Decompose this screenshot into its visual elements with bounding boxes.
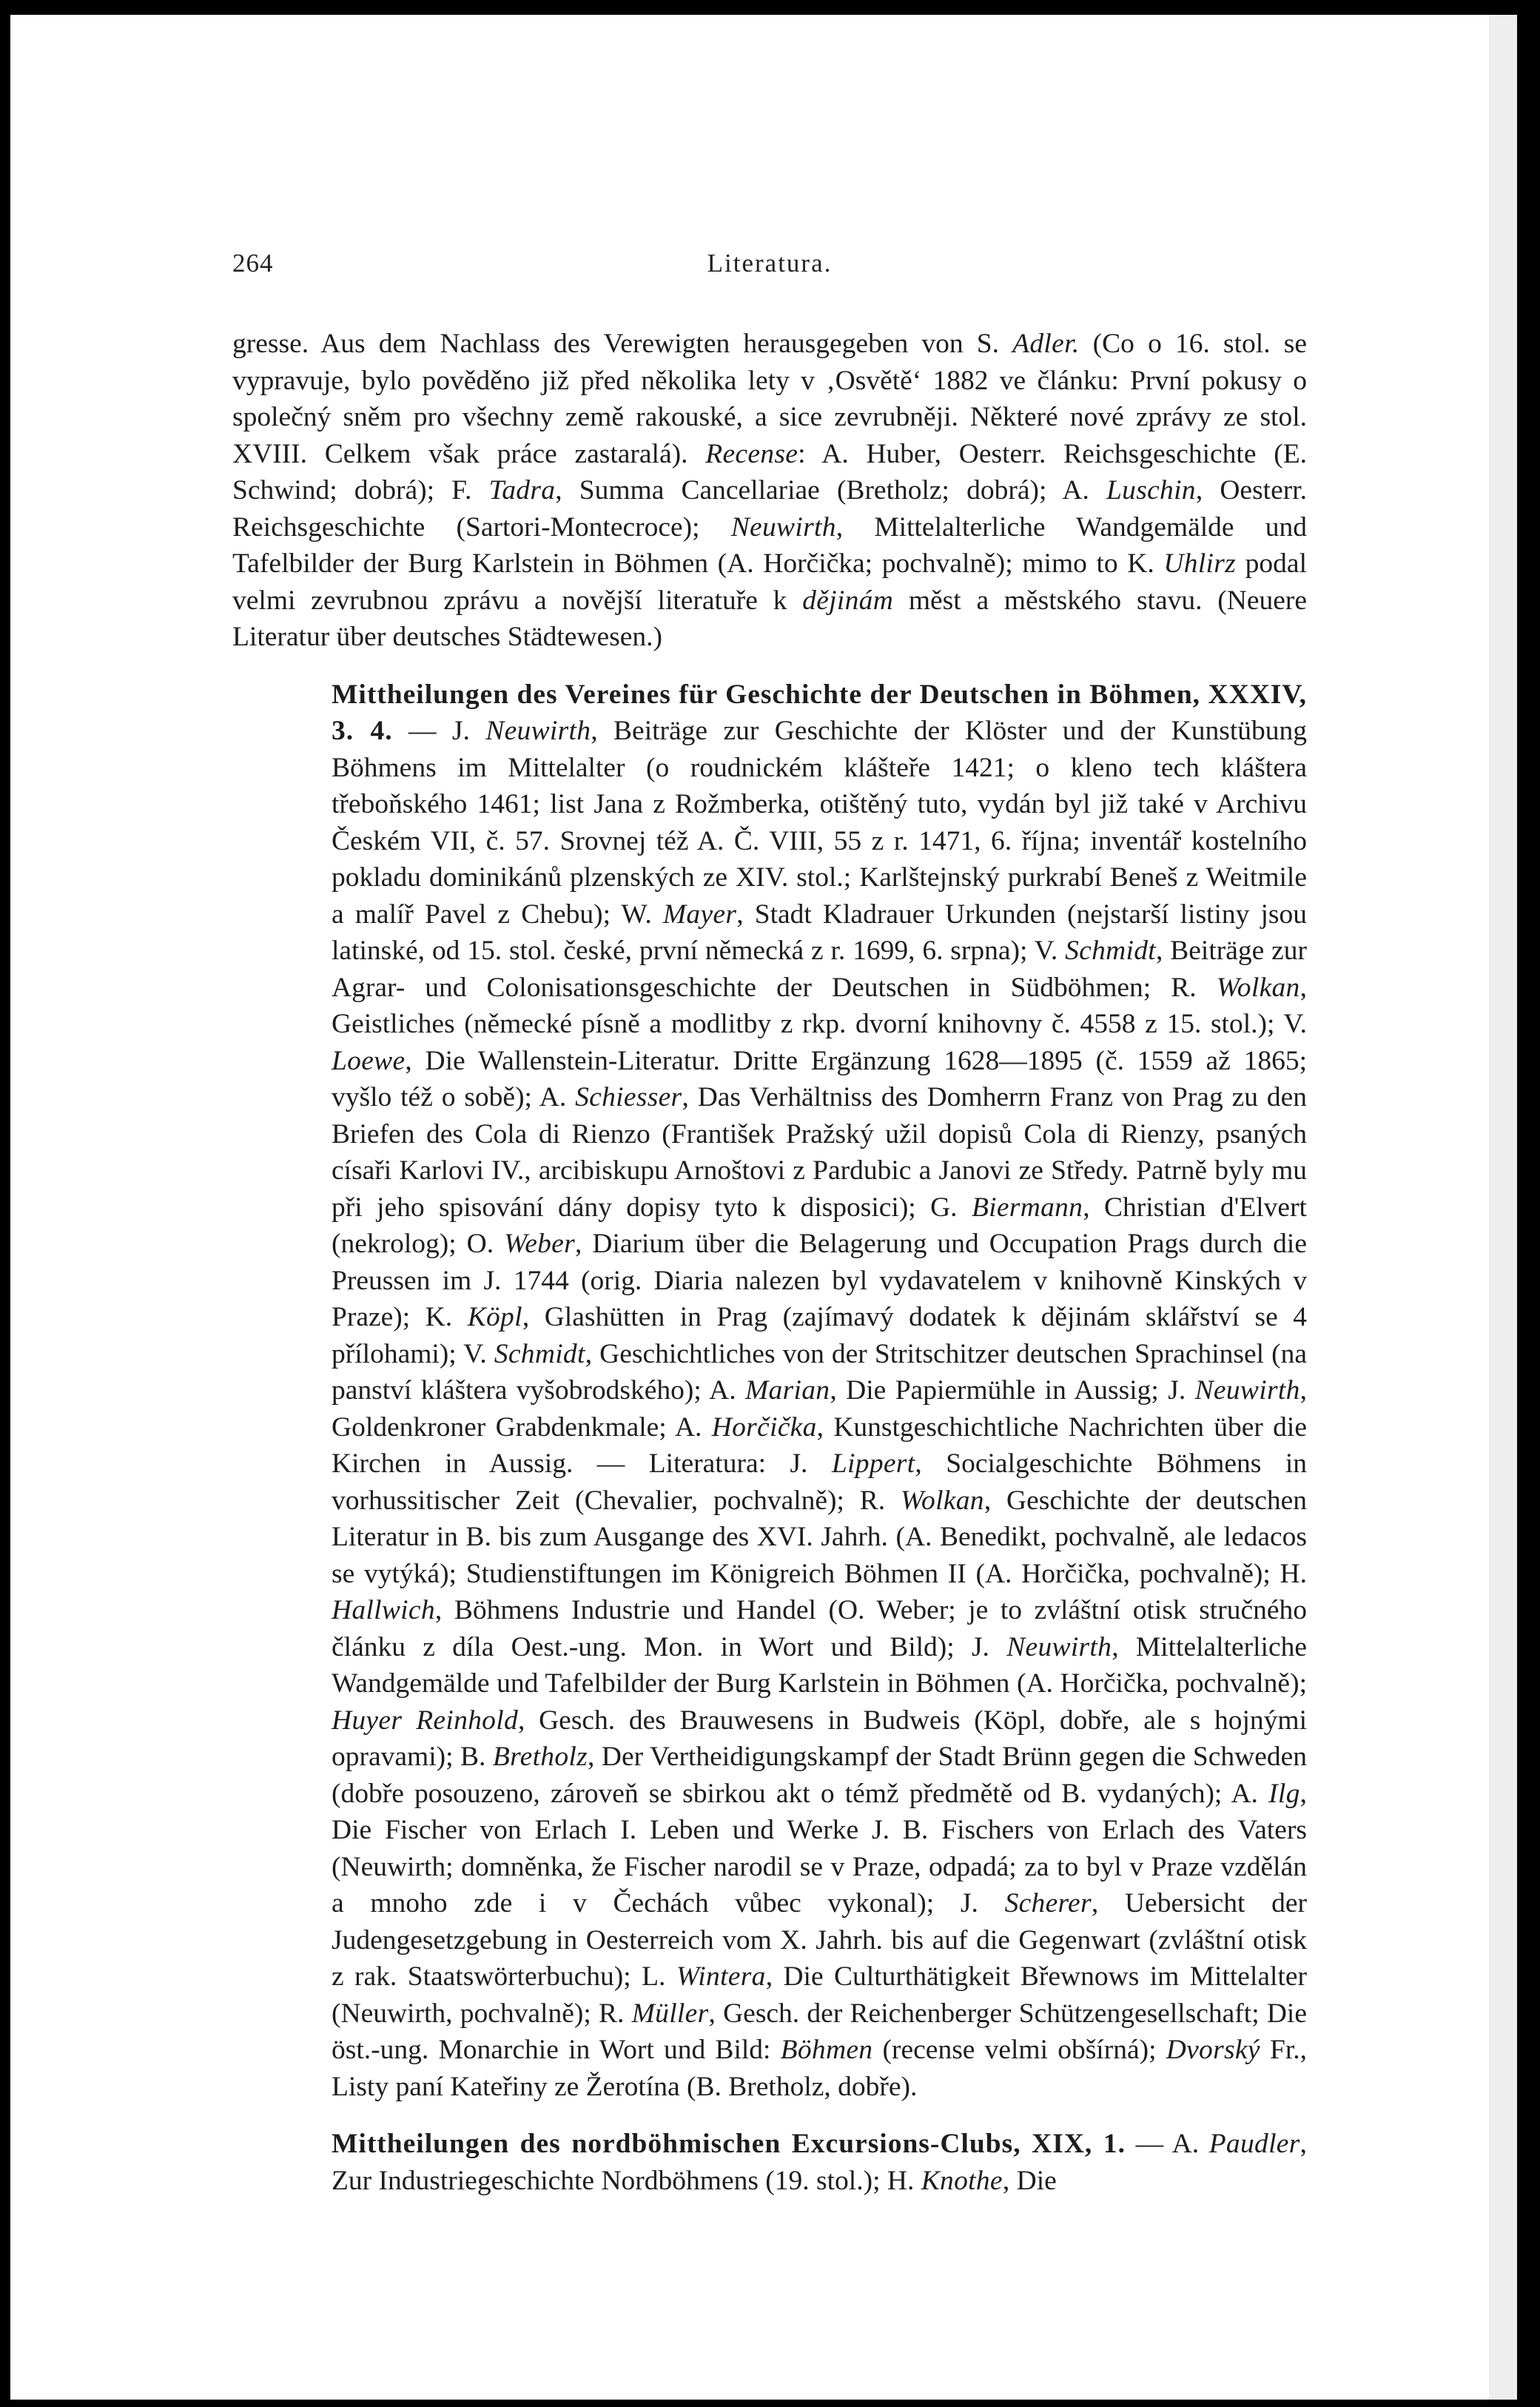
- journal-heading: Mittheilungen des Vereines für Geschichte der Deutschen in Böhmen, XXXIV, 3. 4.: [332, 679, 1307, 746]
- text-run: , Geschichte der deutschen Literatur in B. bis zum Ausgange des XVI. Jahrh. (A. Benedikt, pochvalně, ale ledacos se vytýká); Studienstiftungen im Königreich Böhmen II (A. Horčička, pochvalně); H.: [332, 1485, 1308, 1589]
- author-name: Neuwirth: [1006, 1631, 1112, 1662]
- text-run: , Die Fischer von Erlach I. Leben und Werke J. B. Fischers von Erlach des Vaters (Neuwirth; domněnka, že Fischer narodil se v Praze, odpadá; za to byl v Praze vzdělán a mnoho zde i v Čechách vůbec vykonal); J.: [332, 1778, 1307, 1918]
- author-name: Loewe: [332, 1045, 406, 1076]
- text-run: , Beiträge zur Agrar- und Colonisationsgeschichte der Deutschen in Südböhmen; R.: [332, 936, 1307, 1003]
- author-name: Paudler: [1208, 2129, 1300, 2159]
- text-run: , Mittelalterliche Wandgemälde und Tafelbilder der Burg Karlstein in Böhmen (A. Horčička, pochvalně);: [332, 1631, 1307, 1699]
- text-run: , Socialgeschichte Böhmens in vorhussitischer Zeit (Chevalier, pochvalně); R.: [332, 1448, 1307, 1516]
- text-run: , Oesterr. Reichsgeschichte (Sartori-Montecroce);: [232, 475, 1308, 543]
- journal-heading: Mittheilungen des nordböhmischen Excursions-Clubs, XIX, 1.: [332, 2129, 1126, 2159]
- author-name: Marian: [745, 1375, 830, 1406]
- text-run: , Gesch. des Brauwesens in Budweis (Köpl, dobře, ale s hojnými opravami); B.: [332, 1705, 1308, 1772]
- author-name: Horčička: [711, 1411, 817, 1443]
- text-run: , Zur Industriegeschichte Nordböhmens (19. stol.); H.: [332, 2129, 1308, 2196]
- italic-title: Böhmen: [780, 2035, 873, 2065]
- text-run: , Diarium über die Belagerung und Occupation Prags durch die Preussen im J. 1744 (orig. Diaria nalezen byl vydavatelem v knihovně Kinských v Praze); K.: [332, 1229, 1307, 1332]
- text-run: , Summa Cancellariae (Bretholz; dobrá); A.: [555, 475, 1106, 506]
- text-run: (recense velmi obšírná);: [872, 2035, 1166, 2065]
- page-number: 264: [232, 249, 274, 278]
- author-name: Schmidt: [1065, 936, 1157, 966]
- author-name: Uhlirz: [1163, 548, 1237, 579]
- scan-border: [1489, 15, 1517, 2400]
- text-run: — J.: [392, 716, 486, 746]
- text-run: , Geschichtliches von der Stritschitzer deutschen Sprachinsel (na panství kláštera vyšobrodského); A.: [332, 1338, 1307, 1406]
- author-name: Schmidt: [494, 1338, 585, 1369]
- text-run: , Die Wallenstein-Literatur. Dritte Ergänzung 1628—1895 (č. 1559 až 1865; vyšlo též o sobě); A.: [332, 1045, 1307, 1112]
- text-run: , Christian d'Elvert (nekrolog); O.: [332, 1192, 1307, 1259]
- author-name: Wintera: [676, 1961, 766, 1992]
- italic-word: dějinám: [802, 585, 894, 616]
- text-run: , Glashütten in Prag (zajímavý dodatek k dějinám sklářství se 4 přílohami); V.: [332, 1302, 1308, 1369]
- author-name: Dvorský: [1166, 2035, 1260, 2065]
- text-run: , Beiträge zur Geschichte der Klöster und der Kunstübung Böhmens im Mittelalter (o roudnickém klášteře 1421; o kleno tech kláštera třeboňského 1461; list Jana z Rožmberka, otištěný tuto, vydán byl již také v Archivu Českém VII, č. 57. Srovnej též A. Č. VIII, 55 z r. 1471, 6. října; inventář kostelního pokladu dominikánů plzenských ze XIV. stol.; Karlštejnský purkrabí Beneš z Weitmile a malíř Pavel z Chebu); W.: [332, 716, 1308, 930]
- author-name: Schiesser: [575, 1082, 682, 1112]
- author-name: Hallwich: [332, 1595, 435, 1625]
- text-run: , Mittelalterliche Wandgemälde und Tafelbilder der Burg Karlstein in Böhmen (A. Horčička; pochvalně); mimo to K.: [232, 511, 1308, 579]
- text-run: , Die Culturthätigkeit Břewnows im Mittelalter (Neuwirth, pochvalně); R.: [332, 1961, 1307, 2029]
- author-name: Knothe: [921, 2165, 1003, 2196]
- page-header: [232, 249, 1307, 281]
- author-name: Ilg: [1268, 1778, 1300, 1809]
- text-run: , Böhmens Industrie und Handel (O. Weber; je to zvláštní otisk stručného článku z díla Oest.-ung. Mon. in Wort und Bild); J.: [332, 1595, 1307, 1662]
- author-name: Lippert: [831, 1448, 915, 1479]
- text-run: , Goldenkroner Grabdenkmale; A.: [332, 1375, 1307, 1443]
- author-name: Neuwirth: [485, 716, 591, 746]
- text-run: , Der Vertheidigungskampf der Stadt Brünn gegen die Schweden (dobře posouzeno, zároveň se sbirkou akt o témž předmětě od B. vydaných); A.: [332, 1742, 1307, 1809]
- recense-label: Recense: [705, 438, 798, 469]
- author-name: Tadra: [488, 475, 556, 506]
- author-name: Bretholz: [492, 1742, 588, 1772]
- author-name: Neuwirth: [1194, 1375, 1300, 1406]
- text-run: , Die: [1002, 2165, 1057, 2196]
- text-run: : A. Huber, Oesterr. Reichsgeschichte (E. Schwind; dobrá); F.: [232, 438, 1307, 506]
- page-sheet: [10, 15, 1489, 2400]
- author-name: Scherer: [1004, 1888, 1092, 1918]
- author-name: Mayer: [662, 899, 737, 930]
- text-run: , Das Verhältniss des Domherrn Franz von Prag zu den Briefen des Cola di Rienzo (František Pražský užil dopisů Cola di Rienzy, psaných císaři Karlovi IV., arcibiskupu Arnoštovi z Pardubic a Janovi ze Středy. Patrně byly mu při jeho spisování dány dopisy tyto k disposici); G.: [332, 1082, 1307, 1223]
- paragraph-mittheilungen-vereines: [232, 677, 1307, 2106]
- author-name: Weber: [504, 1229, 576, 1259]
- text-run: , Die Papiermühle in Aussig; J.: [830, 1375, 1195, 1406]
- text-run: , Geistliches (německé písně a modlitby z rkp. dvorní knihovny č. 4558 z 15. stol.); V.: [332, 972, 1307, 1039]
- text-run: , Kunstgeschichtliche Nachrichten über die Kirchen in Aussig. — Literatura: J.: [332, 1411, 1307, 1479]
- author-name: Müller: [631, 1998, 709, 2029]
- text-run: podal velmi zevrubnou zprávu a novější literatuře k: [232, 548, 1307, 616]
- text-run: gresse. Aus dem Nachlass des Verewigten herausgegeben von S.: [232, 329, 1013, 359]
- author-name: Biermann: [971, 1192, 1083, 1223]
- paragraph-continuation: [232, 326, 1307, 656]
- text-run: Fr., Listy paní Kateřiny ze Žerotína (B. Bretholz, dobře).: [332, 2035, 1307, 2102]
- author-name: Köpl: [467, 1302, 522, 1332]
- author-name: Wolkan: [900, 1485, 984, 1516]
- text-run: — A.: [1126, 2129, 1209, 2159]
- text-run: měst a městského stavu. (Neuere Literatur über deutsches Städtewesen.): [232, 585, 1307, 652]
- paragraph-mittheilungen-excursions: [232, 2126, 1307, 2199]
- author-name: Huyer Reinhold: [332, 1705, 519, 1736]
- text-run: , Gesch. der Reichenberger Schützengesellschaft; Die öst.-ung. Monarchie in Wort und Bild:: [332, 1998, 1307, 2065]
- body-text: [232, 326, 1307, 2199]
- text-run: , Uebersicht der Judengesetzgebung in Oesterreich vom X. Jahrh. bis auf die Gegenwart (zvláštní otisk z rak. Staatswörterbuchu); L.: [332, 1888, 1307, 1992]
- text-run: (Co o 16. stol. se vypravuje, bylo pověděno již před několika lety v ‚Osvětě‘ 1882 ve článku: První pokusy o společný sněm pro všechny země rakouské, a sice zevrubněji. Některé nové zprávy ze stol. XVIII. Celkem však práce zastaralá).: [232, 329, 1307, 469]
- author-name: Wolkan: [1216, 972, 1300, 1003]
- author-name: Luschin: [1106, 475, 1196, 506]
- author-name: Adler.: [1012, 329, 1080, 359]
- text-run: , Stadt Kladrauer Urkunden (nejstarší listiny jsou latinské, od 15. stol. české, první německá z r. 1699, 6. srpna); V.: [332, 899, 1307, 966]
- running-title: Literatura.: [707, 249, 833, 278]
- author-name: Neuwirth: [730, 511, 836, 543]
